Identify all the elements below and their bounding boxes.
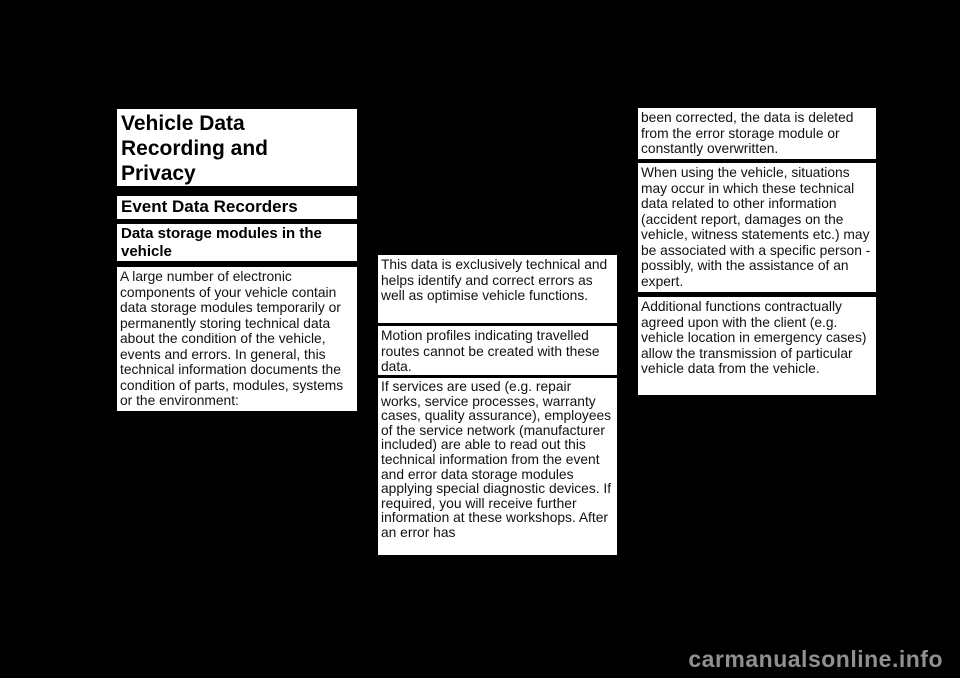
paragraph-middle-2: Motion profiles indicating travelled routes cannot be created with these data. xyxy=(378,326,617,375)
paragraph-left-intro: A large number of electronic components of your vehicle contain data storage modules temporarily or permanently storing technical data about the condition of the vehicle, events and errors. In general, this technical information documents the condition of parts, modules, systems or the environment: xyxy=(117,267,357,411)
page-title xyxy=(117,109,357,186)
section-heading xyxy=(117,196,357,219)
subsection-heading-text: Data storage modules in the vehicle xyxy=(121,225,322,260)
paragraph-right-1: been corrected, the data is deleted from the error storage module or constantly overwritten. xyxy=(638,108,876,159)
paragraph-right-3: Additional functions contractually agreed upon with the client (e.g. vehicle location in emergency cases) allow the transmission of particular vehicle data from the vehicle. xyxy=(638,297,876,395)
paragraph-right-2: When using the vehicle, situations may occur in which these technical data related to other information (accident report, damages on the vehicle, witness statements etc.) may be associated with a specific person - possibly, with the assistance of an expert. xyxy=(638,163,876,292)
section-heading-text: Event Data Recorders xyxy=(121,197,298,216)
page-title-text: Vehicle Data Recording and Privacy xyxy=(121,112,269,185)
paragraph-middle-3: If services are used (e.g. repair works, service processes, warranty cases, quality assurance), employees of the service network (manufacturer included) are able to read out this technical information from the event and error data storage modules applying special diagnostic devices. If required, you will receive further information at these workshops. After an error has xyxy=(378,378,617,555)
site-watermark: carmanualsonline.info xyxy=(688,646,943,672)
paragraph-middle-1: This data is exclusively technical and helps identify and correct errors as well as optimise vehicle functions. xyxy=(378,255,617,323)
subsection-heading xyxy=(117,224,357,261)
